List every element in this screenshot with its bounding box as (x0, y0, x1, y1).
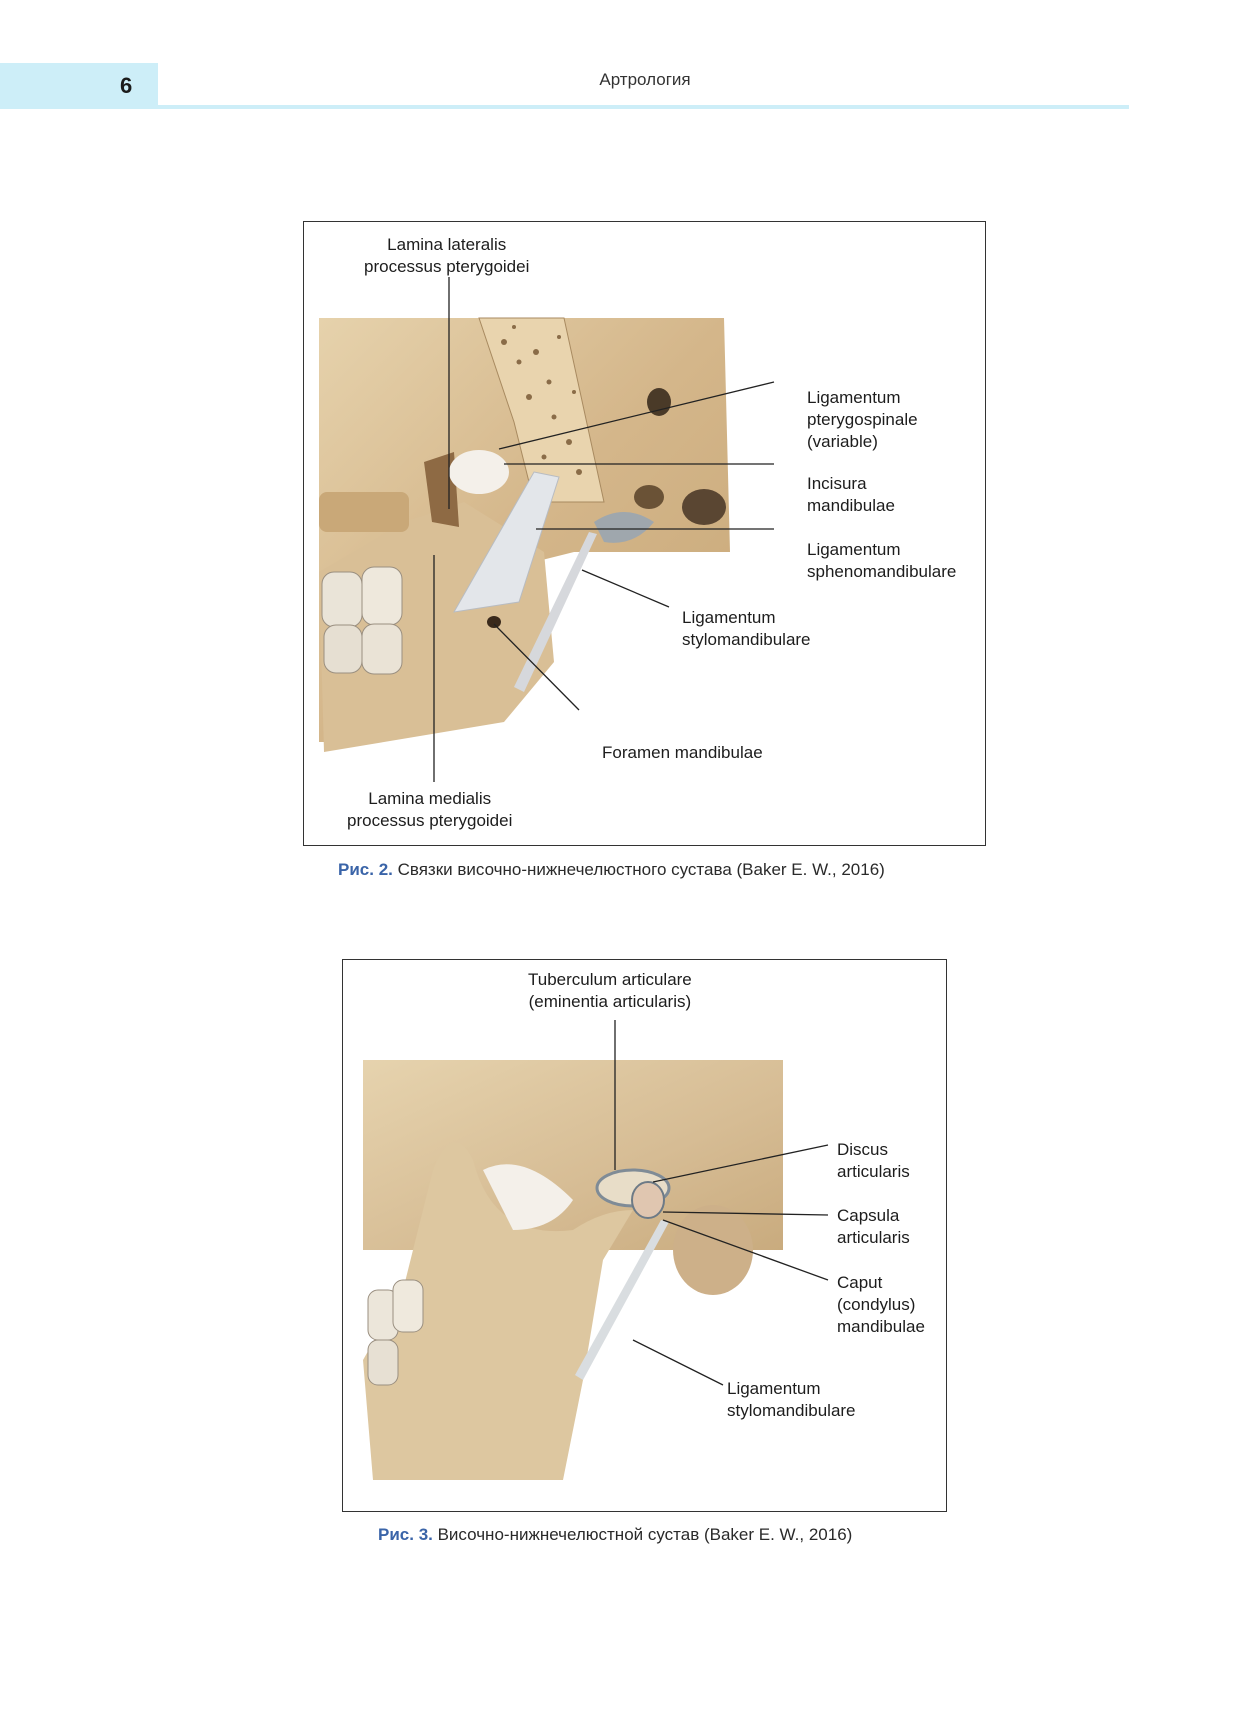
recess-dark (634, 485, 664, 509)
condyle-head (632, 1182, 664, 1218)
figure-3-caption-text: Височно-нижнечелюстной сустав (Baker E. W., 2016) (432, 1525, 853, 1544)
label-lig-stylomandibulare: Ligamentum stylomandibulare (682, 608, 811, 649)
label-lig-sphenomandibulare: Ligamentum sphenomandibulare (807, 540, 957, 581)
recess-dark (682, 489, 726, 525)
label-lamina-medialis: Lamina medialis processus pterygoidei (347, 789, 513, 830)
label-foramen-mandibulae: Foramen mandibulae (602, 743, 763, 762)
foramen-mandibulae-dot (487, 616, 501, 628)
label-caput: Caput (condylus) mandibulae (837, 1273, 925, 1336)
label-lamina-lateralis: Lamina lateralis processus pterygoidei (364, 235, 530, 276)
teeth (319, 492, 409, 674)
figure-2 (303, 221, 986, 846)
label-capsula: Capsula articularis (837, 1206, 910, 1247)
running-title: Артрология (599, 70, 691, 89)
label-discus: Discus articularis (837, 1140, 910, 1181)
label-lig-pterygospinale: Ligamentum pterygospinale (variable) (807, 388, 918, 451)
figure-2-caption-text: Связки височно-нижнечелюстного сустава (Baker E. W., 2016) (392, 860, 885, 879)
page-number: 6 (120, 73, 133, 98)
incisura-gap (449, 450, 509, 494)
label-lig-stylomandibulare: Ligamentum stylomandibulare (727, 1379, 856, 1420)
leader-stylomandibulare (582, 570, 669, 607)
leader-stylomandibulare (633, 1340, 723, 1385)
figure-2-ref: Рис. 2. (338, 860, 393, 879)
label-tuberculum: Tuberculum articulare (eminentia articularis) (528, 970, 692, 1011)
figure-3-caption (378, 1525, 852, 1545)
figure-3-ref: Рис. 3. (378, 1525, 433, 1544)
label-incisura: Incisura mandibulae (807, 474, 895, 515)
header-rule (0, 105, 1129, 109)
figure-3 (342, 959, 947, 1512)
figure-2-caption (338, 860, 885, 880)
mastoid-process (673, 1205, 753, 1295)
